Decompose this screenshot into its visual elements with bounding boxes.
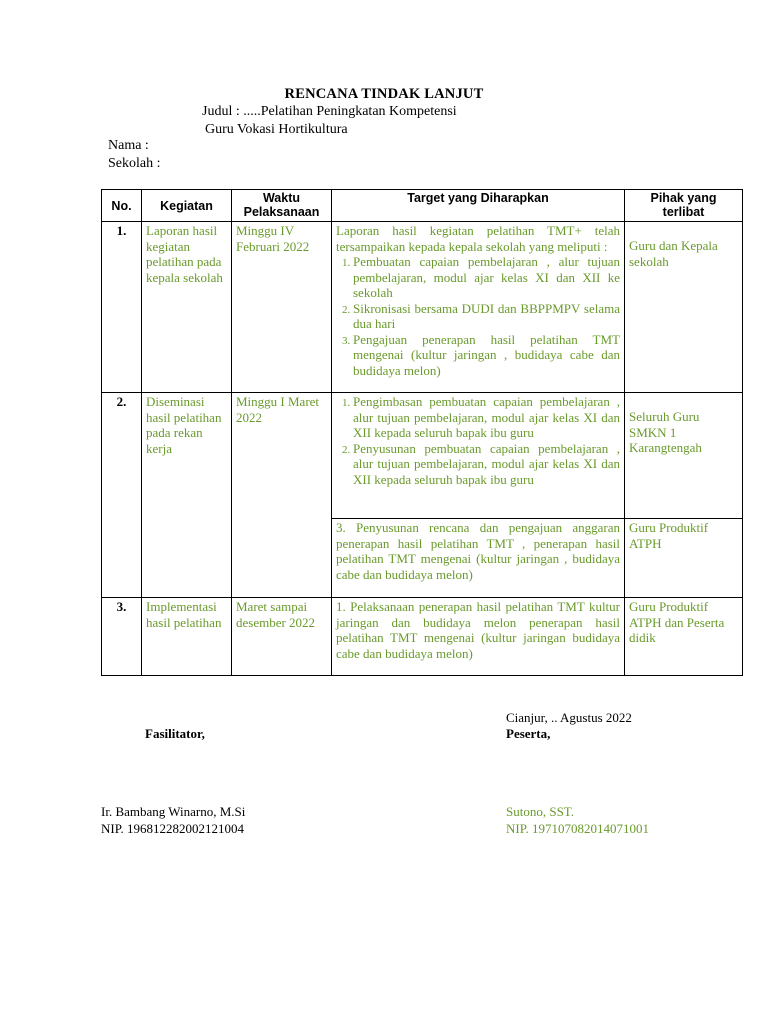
target-cell: 1. Pelaksanaan penerapan hasil pelatihan TMT kultur jaringan dan budidaya melon penerapan hasil pelatihan TMT mengenai (kultur jaringan budidaya cabe dan budidaya melon) — [332, 598, 625, 676]
target-intro: Laporan hasil kegiatan pelatihan TMT+ telah tersampaikan kepada kepala sekolah yang meliputi : — [336, 223, 620, 254]
waktu-cell: Minggu IV Februari 2022 — [232, 222, 332, 393]
target-cell — [332, 222, 625, 393]
target-cell: 3. Penyusunan rencana dan pengajuan anggaran penerapan hasil pelatihan TMT , penerapan hasil pelatihan TMT mengenai (kultur jaringan , budidaya cabe dan budidaya melon) — [332, 519, 625, 598]
fasilitator-name: Ir. Bambang Winarno, M.Si — [101, 804, 246, 819]
peserta-name: Sutono, SST. — [506, 804, 575, 819]
nama-field: Nama : — [108, 138, 149, 153]
row-number: 1. — [102, 222, 142, 393]
target-item: 3. Pengajuan penerapan hasil pelatihan TMT mengenai (kultur jaringan , budidaya cabe dan budidaya melon) — [353, 332, 620, 379]
table-row — [102, 393, 743, 519]
fasilitator-label: Fasilitator, — [145, 726, 205, 741]
target-item: 1. Pembuatan capaian pembelajaran , alur tujuan pembelajaran, modul ajar kelas XI dan XII ke sekolah — [353, 254, 620, 301]
col-header-pihak: Pihak yang terlibat — [625, 190, 743, 222]
row-number: 3. — [102, 598, 142, 676]
document-title: RENCANA TINDAK LANJUT — [284, 86, 484, 102]
pihak-cell: Seluruh Guru SMKN 1 Karangtengah — [625, 393, 743, 519]
fasilitator-nip: NIP. 196812282002121004 — [101, 821, 245, 836]
row-number: 2. — [102, 393, 142, 598]
place-date: Cianjur, .. Agustus 2022 — [506, 710, 632, 725]
col-header-waktu: Waktu Pelaksanaan — [232, 190, 332, 222]
target-cell — [332, 393, 625, 519]
target-item: 2. Penyusunan pembuatan capaian pembelajaran , alur tujuan pembelajaran, modul ajar kelas XI dan XII kepada seluruh bapak ibu guru — [353, 441, 620, 488]
col-header-kegiatan: Kegiatan — [142, 190, 232, 222]
pihak-cell: Guru Produktif ATPH dan Peserta didik — [625, 598, 743, 676]
kegiatan-cell: Diseminasi hasil pelatihan pada rekan kerja — [142, 393, 232, 598]
col-header-no: No. — [102, 190, 142, 222]
target-item: 2. Sikronisasi bersama DUDI dan BBPPMPV selama dua hari — [353, 301, 620, 332]
kegiatan-cell: Implementasi hasil pelatihan — [142, 598, 232, 676]
judul-line-2: Guru Vokasi Hortikultura — [205, 122, 348, 137]
judul-line-1: Judul : .....Pelatihan Peningkatan Kompetensi — [202, 104, 457, 119]
sekolah-field: Sekolah : — [108, 156, 161, 171]
table-row — [102, 598, 743, 676]
table-row — [102, 222, 743, 393]
pihak-cell: Guru dan Kepala sekolah — [625, 222, 743, 393]
pihak-cell: Guru Produktif ATPH — [625, 519, 743, 598]
waktu-cell: Maret sampai desember 2022 — [232, 598, 332, 676]
rtl-table — [101, 189, 743, 676]
col-header-target: Target yang Diharapkan — [332, 190, 625, 222]
peserta-nip: NIP. 197107082014071001 — [506, 821, 650, 836]
waktu-cell: Minggu I Maret 2022 — [232, 393, 332, 598]
target-item: 1. Pengimbasan pembuatan capaian pembelajaran , alur tujuan pembelajaran, modul ajar kelas XI dan XII kepada seluruh bapak ibu guru — [353, 394, 620, 441]
kegiatan-cell: Laporan hasil kegiatan pelatihan pada kepala sekolah — [142, 222, 232, 393]
peserta-label: Peserta, — [506, 726, 551, 741]
